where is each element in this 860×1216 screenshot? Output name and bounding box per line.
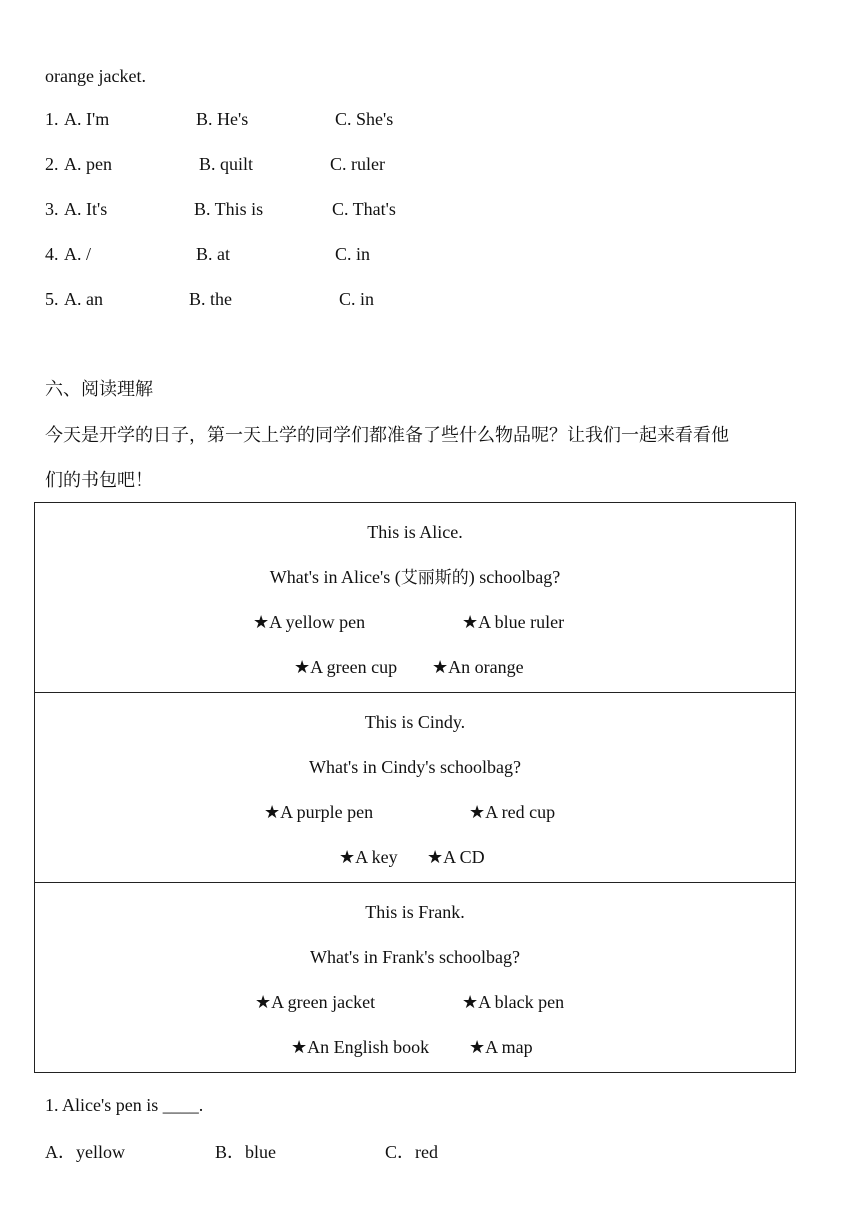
card-cindy: [35, 693, 796, 883]
answer-option-b: B．blue: [215, 1142, 276, 1162]
item-row: [35, 835, 795, 880]
item: ★A yellow pen: [253, 612, 366, 632]
answer-option-a: A．yellow: [45, 1142, 125, 1162]
table-row: [35, 883, 796, 1073]
section-intro-line-2: 们的书包吧！: [45, 470, 153, 491]
card-question: [35, 555, 795, 600]
choice-option-b: B. This is: [194, 199, 264, 219]
section-title: 六、阅读理解: [45, 379, 153, 400]
item: ★An English book: [291, 1037, 430, 1057]
choice-option-b: B. at: [196, 244, 230, 264]
item-row: [35, 645, 795, 690]
choice-option-b: B. quilt: [199, 154, 254, 174]
choice-option-c: C. That's: [332, 199, 396, 219]
choice-option-c: C. ruler: [330, 154, 385, 174]
choice-number: 1.: [45, 109, 59, 129]
item-row: [35, 790, 795, 835]
item: ★A CD: [427, 847, 485, 867]
card-title: This is Alice.: [367, 522, 463, 542]
intro-line: orange jacket.: [45, 66, 146, 86]
choice-number: 2.: [45, 154, 59, 174]
choice-option-c: C. in: [339, 289, 375, 309]
question-1: 1. Alice's pen is ____.: [45, 1095, 204, 1115]
question-cn: 艾丽斯的: [400, 568, 469, 588]
card-frank: [35, 883, 796, 1073]
choice-option-c: C. She's: [335, 109, 394, 129]
item: ★A purple pen: [264, 802, 374, 822]
table-row: [35, 693, 796, 883]
choice-option-b: B. He's: [196, 109, 249, 129]
question-text-end: ) schoolbag?: [468, 567, 561, 587]
card-alice: [35, 503, 796, 693]
answer-option-c: C．red: [385, 1142, 438, 1162]
choice-number: 3.: [45, 199, 59, 219]
choice-option-a: A. pen: [64, 154, 112, 174]
item: ★A map: [469, 1037, 533, 1057]
item: ★A key: [339, 847, 398, 867]
card-title: This is Frank.: [365, 902, 465, 922]
choice-option-b: B. the: [189, 289, 232, 309]
item-row: [35, 980, 795, 1025]
choice-option-a: A. I'm: [64, 109, 110, 129]
item-row: [35, 600, 795, 645]
choice-option-a: A. /: [64, 244, 91, 264]
item: ★A blue ruler: [462, 612, 565, 632]
card-question: What's in Cindy's schoolbag?: [309, 757, 521, 777]
card-title: This is Cindy.: [364, 712, 466, 732]
question-text: What's in Alice's (: [269, 567, 401, 587]
item: ★A black pen: [462, 992, 565, 1012]
choice-option-a: A. It's: [64, 199, 108, 219]
item: ★A green cup: [294, 657, 398, 677]
choice-number: 5.: [45, 289, 59, 309]
card-question: What's in Frank's schoolbag?: [310, 947, 520, 967]
section-intro-line-1: 今天是开学的日子，第一天上学的同学们都准备了些什么物品呢？让我们一起来看看他: [45, 425, 729, 446]
reading-table: [34, 502, 796, 1073]
item-row: [35, 1025, 795, 1070]
table-row: [35, 503, 796, 693]
item: ★A red cup: [469, 802, 556, 822]
choice-option-a: A. an: [64, 289, 103, 309]
choice-option-c: C. in: [335, 244, 371, 264]
item: ★A green jacket: [255, 992, 376, 1012]
choice-number: 4.: [45, 244, 59, 264]
item: ★An orange: [432, 657, 524, 677]
